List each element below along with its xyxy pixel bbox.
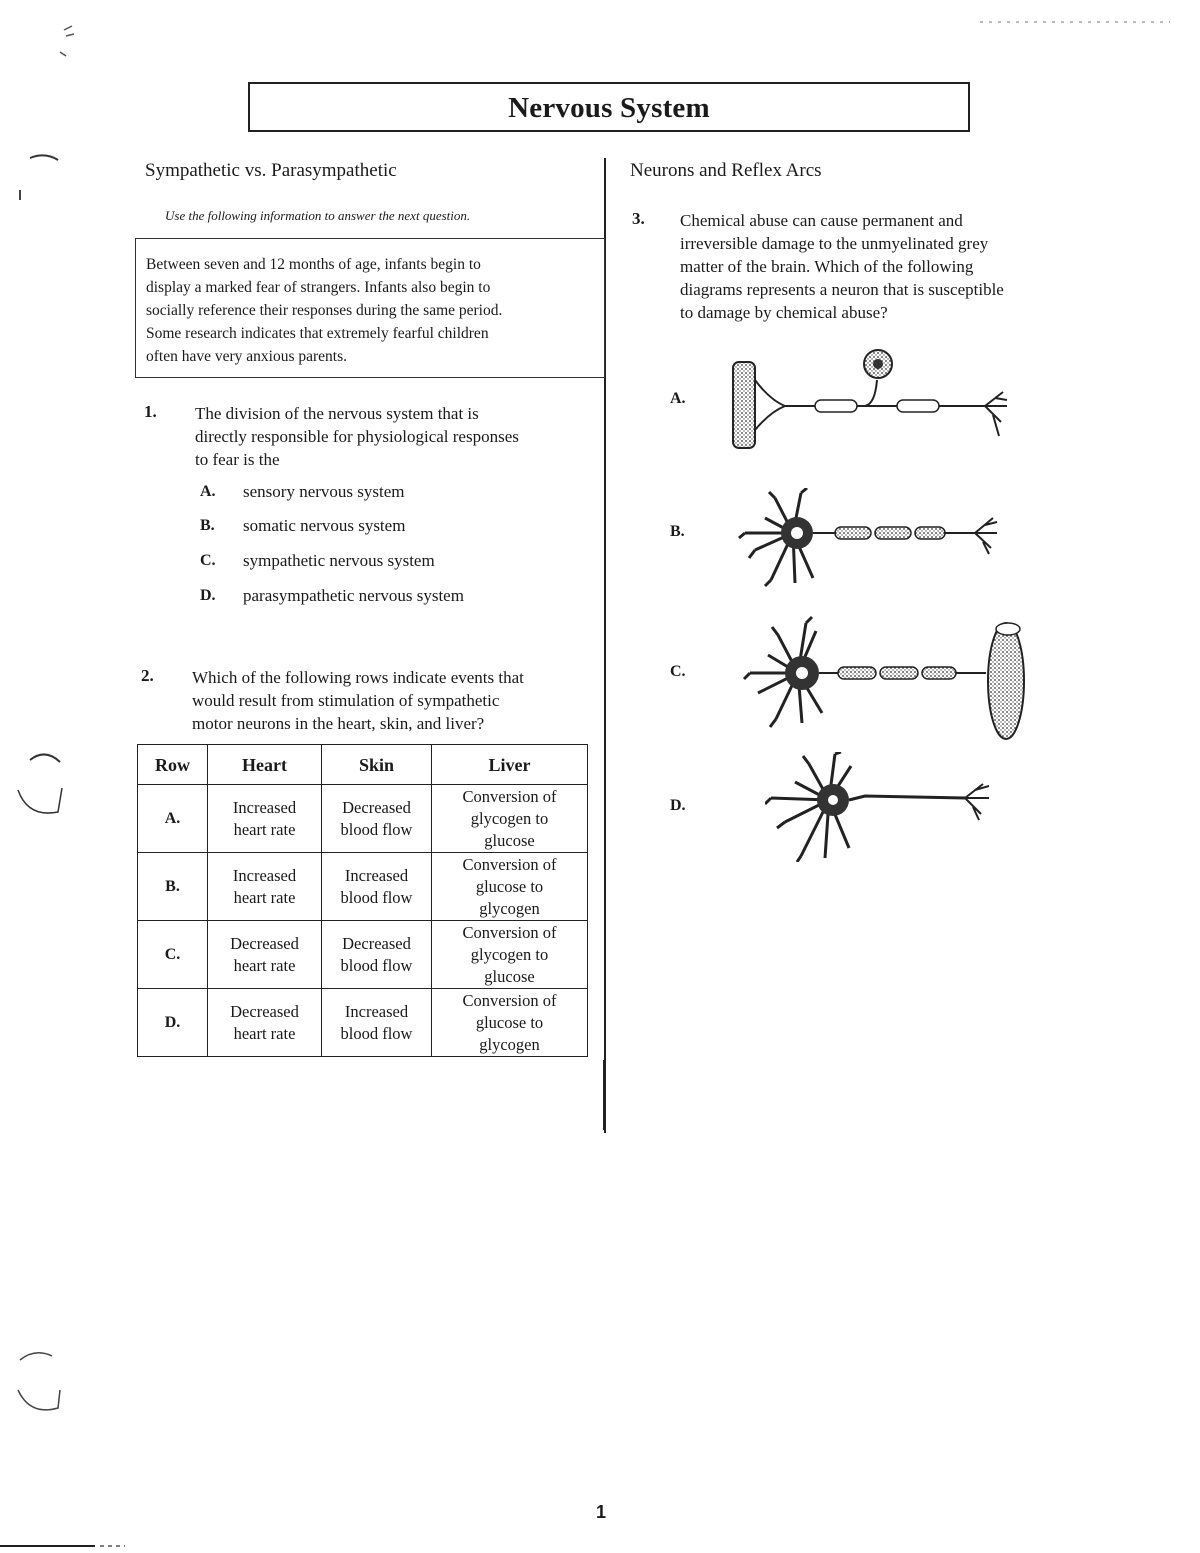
skin-cell [322, 785, 432, 853]
cell-line: Increased [232, 797, 297, 817]
question-line: The division of the nervous system that is [195, 404, 479, 423]
option-letter: D. [670, 797, 686, 814]
cell-line: glycogen [479, 898, 540, 918]
question-line: irreversible damage to the unmyelinated grey [680, 234, 989, 253]
table-header: Liver [432, 745, 588, 785]
cell-line: Increased [344, 865, 409, 885]
cell-line: Decreased [230, 1001, 299, 1021]
cell-line: Conversion of [462, 786, 557, 806]
option-text[interactable]: somatic nervous system [243, 516, 406, 535]
cell-line: Decreased [342, 933, 411, 953]
unipolar-neuron-icon[interactable] [725, 340, 1015, 455]
option-letter: C. [670, 663, 686, 680]
option-letter: B. [670, 523, 685, 540]
cell-line: Decreased [342, 797, 411, 817]
question-line: matter of the brain. Which of the following [680, 257, 974, 276]
row-label: D. [138, 989, 208, 1057]
cell-line: Decreased [230, 933, 299, 953]
cell-line: glycogen [479, 1034, 540, 1054]
cell-line: glucose to [475, 1012, 544, 1032]
cell-line: glucose [484, 966, 535, 986]
skin-cell [322, 853, 432, 921]
liver-cell [432, 785, 588, 853]
skin-cell [322, 921, 432, 989]
passage-line: Between seven and 12 months of age, infants begin to [146, 256, 481, 273]
cell-line: Conversion of [462, 854, 557, 874]
question-line: would result from stimulation of sympathetic [192, 691, 500, 710]
cell-line: glycogen to [470, 944, 549, 964]
liver-cell [432, 853, 588, 921]
heart-cell [208, 785, 322, 853]
question-text [192, 666, 524, 735]
row-label: B. [138, 853, 208, 921]
option-letter: C. [200, 552, 216, 569]
motor-neuron-with-muscle-icon[interactable] [742, 615, 1027, 745]
question-line: Which of the following rows indicate events that [192, 668, 524, 687]
table-header-row [138, 745, 588, 785]
cell-line: Conversion of [462, 922, 557, 942]
question-line: diagrams represents a neuron that is susceptible [680, 280, 1004, 299]
passage-line: socially reference their responses during the same period. [146, 302, 503, 319]
table-row[interactable] [138, 853, 588, 921]
cell-line: glycogen to [470, 808, 549, 828]
cell-line: blood flow [340, 955, 413, 975]
table-header: Heart [208, 745, 322, 785]
cell-line: Increased [232, 865, 297, 885]
question-line: Chemical abuse can cause permanent and [680, 211, 963, 230]
heart-cell [208, 989, 322, 1057]
table-row[interactable] [138, 989, 588, 1057]
page-number: 1 [596, 1502, 607, 1522]
events-table [137, 744, 588, 1057]
question-line: to fear is the [195, 450, 280, 469]
cell-line: blood flow [340, 819, 413, 839]
cell-line: Conversion of [462, 990, 557, 1010]
passage-line: often have very anxious parents. [146, 348, 348, 365]
table-row[interactable] [138, 785, 588, 853]
cell-line: heart rate [233, 955, 296, 975]
section-heading-left: Sympathetic vs. Parasympathetic [145, 160, 397, 181]
passage-line: display a marked fear of strangers. Infants also begin to [146, 279, 491, 296]
page-title: Nervous System [508, 92, 710, 124]
liver-cell [432, 989, 588, 1057]
cell-line: heart rate [233, 819, 296, 839]
cell-line: glucose to [475, 876, 544, 896]
cell-line: Increased [344, 1001, 409, 1021]
passage-line: Some research indicates that extremely fearful children [146, 325, 489, 342]
option-text[interactable]: sympathetic nervous system [243, 551, 435, 570]
skin-cell [322, 989, 432, 1057]
unmyelinated-multipolar-neuron-icon[interactable] [765, 752, 995, 862]
option-letter: D. [200, 587, 216, 604]
liver-cell [432, 921, 588, 989]
question-number: 2. [141, 666, 154, 685]
option-text[interactable]: sensory nervous system [243, 482, 405, 501]
question-text [195, 402, 519, 471]
cell-line: heart rate [233, 887, 296, 907]
cell-line: blood flow [340, 887, 413, 907]
instruction-text: Use the following information to answer the next question. [165, 208, 471, 223]
table-header: Skin [322, 745, 432, 785]
cell-line: heart rate [233, 1023, 296, 1043]
section-heading-right: Neurons and Reflex Arcs [630, 160, 822, 181]
title-box [248, 82, 970, 132]
question-line: to damage by chemical abuse? [680, 303, 888, 322]
question-number: 1. [144, 402, 157, 421]
row-label: A. [138, 785, 208, 853]
heart-cell [208, 853, 322, 921]
question-line: directly responsible for physiological responses [195, 427, 519, 446]
heart-cell [208, 921, 322, 989]
multipolar-myelinated-neuron-icon[interactable] [735, 488, 1005, 588]
table-row[interactable] [138, 921, 588, 989]
question-text [680, 209, 1004, 324]
option-letter: A. [200, 483, 216, 500]
table-header: Row [138, 745, 208, 785]
cell-line: glucose [484, 830, 535, 850]
row-label: C. [138, 921, 208, 989]
question-line: motor neurons in the heart, skin, and liver? [192, 714, 485, 733]
option-letter: A. [670, 390, 686, 407]
cell-line: blood flow [340, 1023, 413, 1043]
option-letter: B. [200, 517, 215, 534]
passage-box [135, 238, 605, 378]
option-text[interactable]: parasympathetic nervous system [243, 586, 464, 605]
question-number: 3. [632, 209, 645, 228]
